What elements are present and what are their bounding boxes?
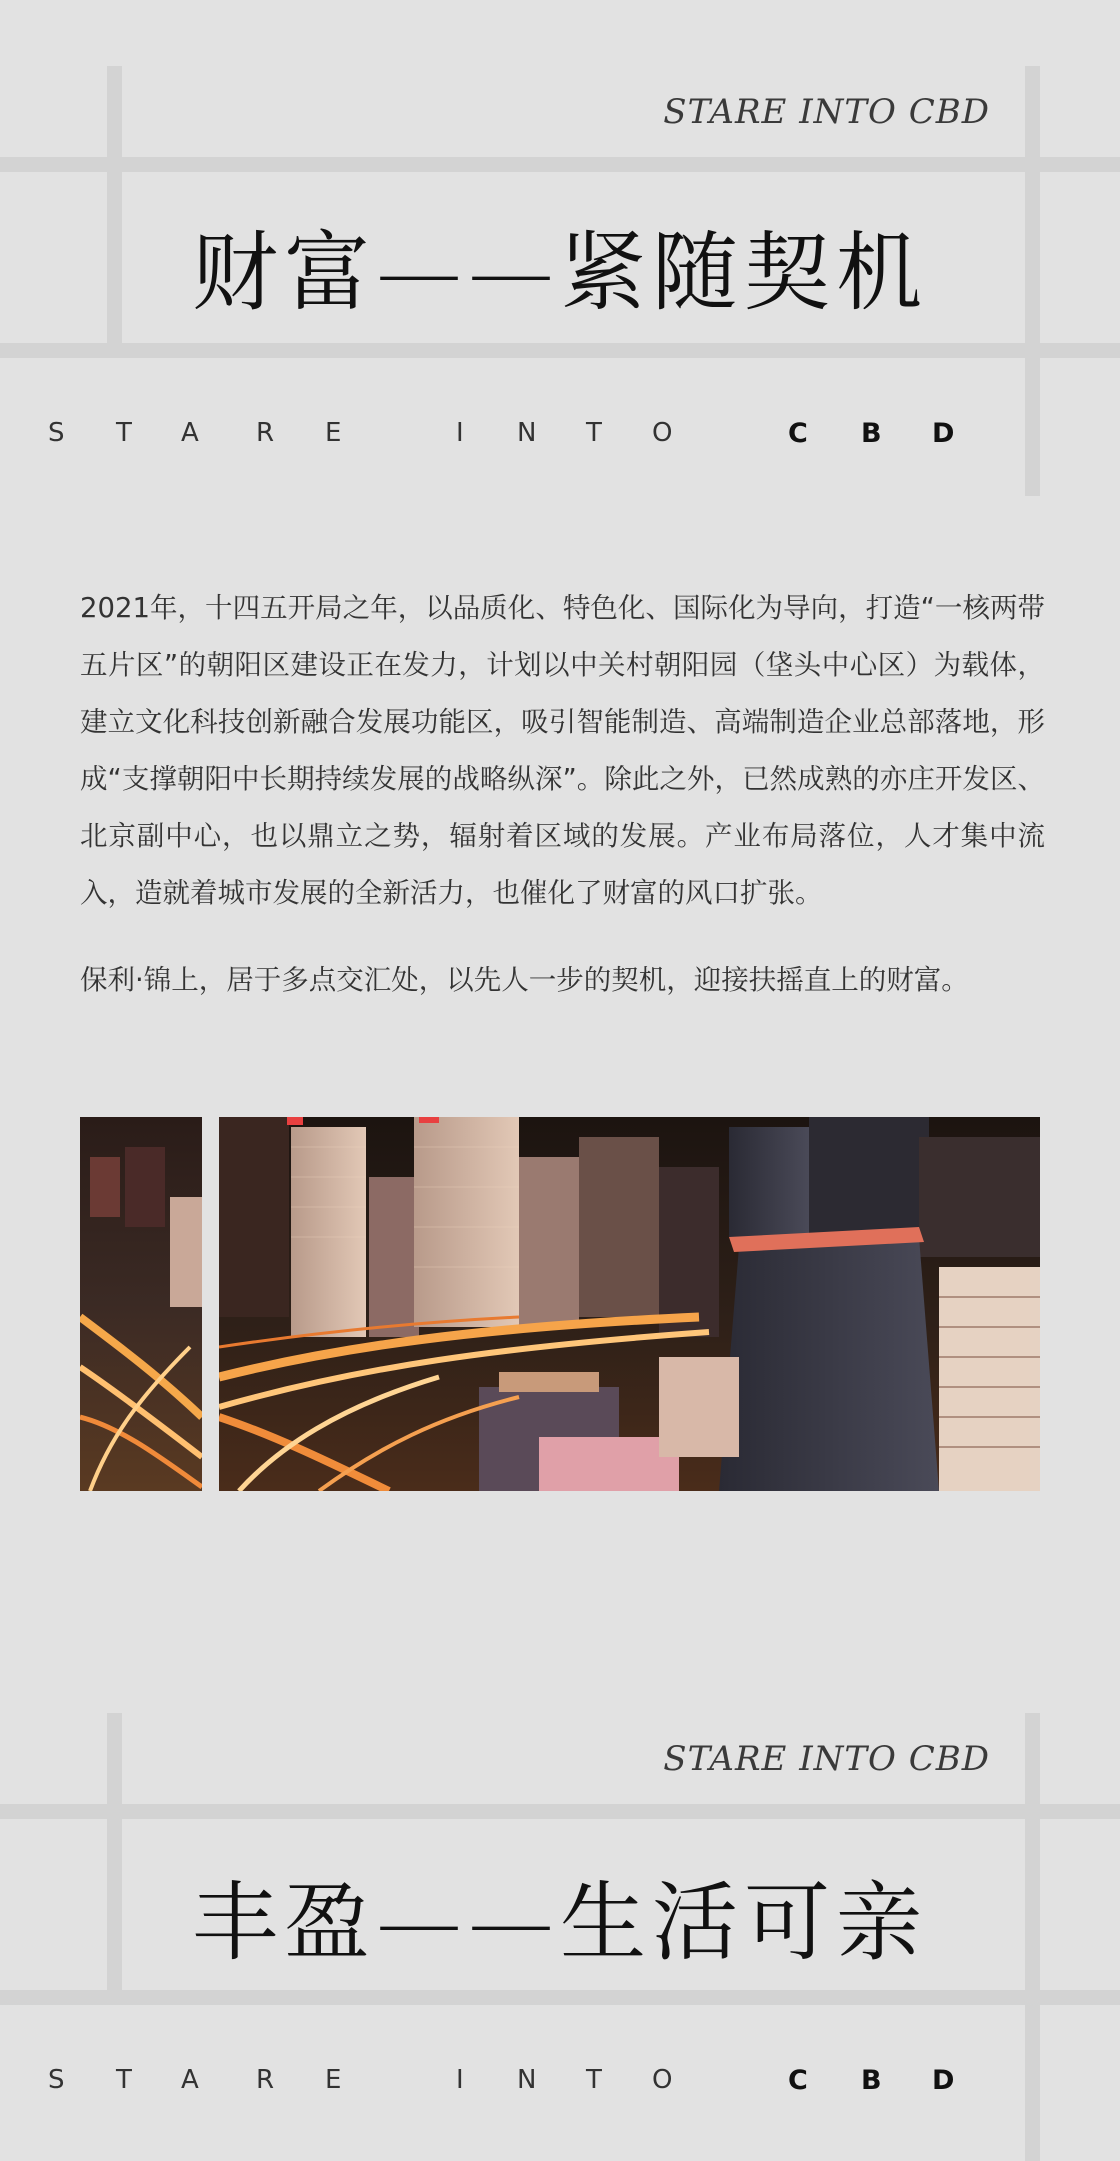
section-tag: STARE INTO CBD (663, 92, 990, 132)
city-photo (80, 1117, 1040, 1491)
body-paragraph-2: 保利·锦上，居于多点交汇处，以先人一步的契机，迎接扶摇直上的财富。 (80, 964, 969, 996)
body-paragraph-1: 2021年，十四五开局之年，以品质化、特色化、国际化为导向，打造“一核两带五片区”的朝阳区建设正在发力，计划以中关村朝阳园（垡头中心区）为载体，建立文化科技创新融合发展功能区，吸引智能制造、高端制造企业总部落地，形成“支撑朝阳中长期持续发展的战略纵深”。除此之外，已然成熟的亦庄开发区、北京副中心，也以鼎立之势，辐射着区域的发展。产业布局落位，人才集中流入，造就着城市发展的全新活力，也催化了财富的风口扩张。 (80, 592, 1045, 909)
grid-line (0, 157, 1120, 172)
header-section-2 (0, 1647, 1120, 2161)
subtitle-letter: O (652, 418, 673, 448)
subtitle-letter-bold: D (932, 2065, 955, 2096)
subtitle-letter-bold: D (932, 418, 955, 449)
grid-line (0, 343, 1120, 358)
subtitle-letter: A (181, 418, 199, 448)
subtitle-letter: S (48, 418, 65, 448)
subtitle-letter-bold: C (788, 2065, 808, 2096)
subtitle-letter: T (116, 418, 132, 448)
subtitle-letter: N (517, 2065, 537, 2095)
subtitle-letter: T (586, 418, 602, 448)
subtitle-letter-bold: B (861, 2065, 882, 2096)
subtitle-letter: I (456, 2065, 464, 2095)
subtitle-letter: E (325, 2065, 342, 2095)
spaced-subtitle (48, 418, 1048, 458)
section-tag: STARE INTO CBD (663, 1739, 990, 1779)
subtitle-letter: S (48, 2065, 65, 2095)
grid-line (0, 1990, 1120, 2005)
header-section-1 (0, 0, 1120, 500)
subtitle-letter-bold: C (788, 418, 808, 449)
section-title: 财富——紧随契机 (192, 223, 928, 323)
spaced-subtitle (48, 2065, 1048, 2105)
subtitle-letter: R (256, 418, 275, 448)
subtitle-letter: T (116, 2065, 132, 2095)
section-title: 丰盈——生活可亲 (192, 1873, 928, 1973)
grid-line (0, 1804, 1120, 1819)
subtitle-letter: E (325, 418, 342, 448)
subtitle-letter-bold: B (861, 418, 882, 449)
city-photo-left-panel (80, 1117, 202, 1491)
subtitle-letter: I (456, 418, 464, 448)
city-photo-right-panel (219, 1117, 1040, 1491)
subtitle-letter: O (652, 2065, 673, 2095)
subtitle-letter: N (517, 418, 537, 448)
subtitle-letter: T (586, 2065, 602, 2095)
subtitle-letter: R (256, 2065, 275, 2095)
subtitle-letter: A (181, 2065, 199, 2095)
